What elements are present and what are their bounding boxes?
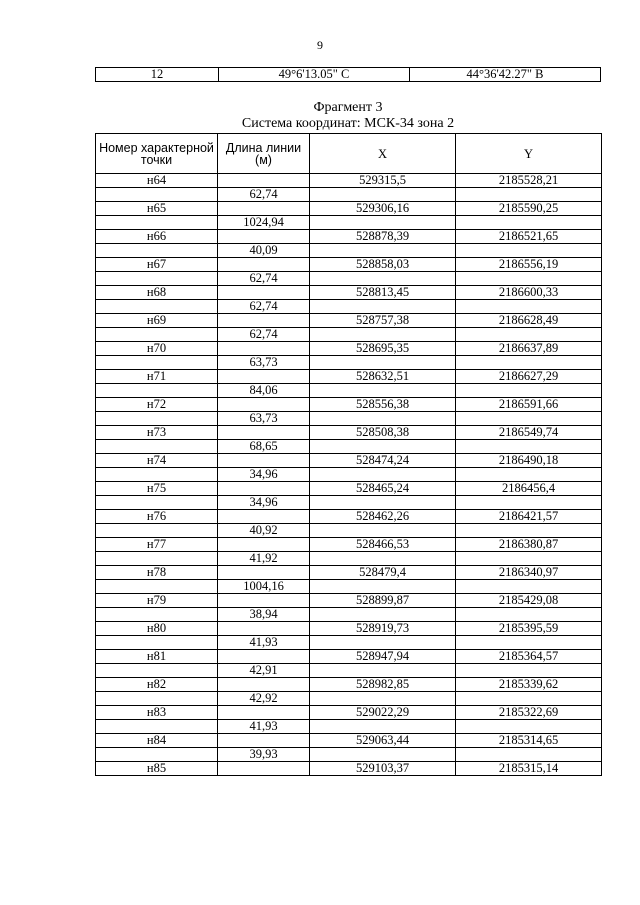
spacer-cell — [456, 188, 602, 202]
spacer-cell — [96, 468, 218, 482]
x-cell: 528919,73 — [310, 622, 456, 636]
spacer-cell — [310, 328, 456, 342]
length-spacer-cell — [218, 258, 310, 272]
spacer-cell — [96, 440, 218, 454]
length-spacer-cell — [218, 762, 310, 776]
spacer-cell — [96, 720, 218, 734]
length-spacer-cell — [218, 622, 310, 636]
spacer-cell — [96, 300, 218, 314]
spacer-cell — [310, 216, 456, 230]
spacer-cell — [96, 216, 218, 230]
point-cell: н74 — [96, 454, 218, 468]
spacer-cell — [310, 412, 456, 426]
spacer-cell — [456, 720, 602, 734]
length-spacer-cell — [218, 454, 310, 468]
length-spacer-cell — [218, 426, 310, 440]
length-spacer-cell — [218, 650, 310, 664]
distance-row — [96, 328, 602, 342]
spacer-cell — [456, 300, 602, 314]
x-cell: 528466,53 — [310, 538, 456, 552]
spacer-cell — [456, 664, 602, 678]
spacer-cell — [310, 272, 456, 286]
spacer-cell — [456, 692, 602, 706]
x-cell: 528695,35 — [310, 342, 456, 356]
x-cell: 528878,39 — [310, 230, 456, 244]
distance-row — [96, 552, 602, 566]
length-cell: 39,93 — [218, 748, 310, 762]
x-cell: 528462,26 — [310, 510, 456, 524]
spacer-cell — [96, 328, 218, 342]
point-cell: н78 — [96, 566, 218, 580]
x-cell: 528947,94 — [310, 650, 456, 664]
table-row — [96, 650, 602, 664]
length-spacer-cell — [218, 482, 310, 496]
spacer-cell — [310, 384, 456, 398]
spacer-cell — [96, 244, 218, 258]
length-cell: 40,09 — [218, 244, 310, 258]
spacer-cell — [310, 188, 456, 202]
table-header — [96, 134, 602, 174]
coordinates-table — [95, 133, 602, 776]
spacer-cell — [310, 496, 456, 510]
header-length: Длина линии (м) — [218, 134, 310, 174]
spacer-cell — [456, 552, 602, 566]
spacer-cell — [96, 692, 218, 706]
spacer-cell — [96, 664, 218, 678]
length-spacer-cell — [218, 202, 310, 216]
spacer-cell — [96, 552, 218, 566]
distance-row — [96, 300, 602, 314]
length-spacer-cell — [218, 230, 310, 244]
length-spacer-cell — [218, 314, 310, 328]
table-row — [96, 68, 601, 82]
spacer-cell — [310, 720, 456, 734]
length-cell: 34,96 — [218, 468, 310, 482]
header-y: Y — [456, 134, 602, 174]
length-spacer-cell — [218, 538, 310, 552]
length-cell: 38,94 — [218, 608, 310, 622]
table-row — [96, 454, 602, 468]
length-cell: 1004,16 — [218, 580, 310, 594]
table-row — [96, 678, 602, 692]
spacer-cell — [96, 272, 218, 286]
spacer-cell — [456, 524, 602, 538]
length-cell: 40,92 — [218, 524, 310, 538]
distance-row — [96, 608, 602, 622]
latitude-cell: 49°6'13.05" С — [219, 68, 410, 82]
spacer-cell — [96, 748, 218, 762]
distance-row — [96, 244, 602, 258]
y-cell: 2186490,18 — [456, 454, 602, 468]
length-spacer-cell — [218, 174, 310, 188]
x-cell: 529103,37 — [310, 762, 456, 776]
header-x: X — [310, 134, 456, 174]
spacer-cell — [456, 412, 602, 426]
length-cell: 62,74 — [218, 328, 310, 342]
spacer-cell — [456, 748, 602, 762]
spacer-cell — [310, 608, 456, 622]
table-row — [96, 342, 602, 356]
spacer-cell — [456, 440, 602, 454]
table-row — [96, 258, 602, 272]
spacer-cell — [96, 384, 218, 398]
x-cell: 528858,03 — [310, 258, 456, 272]
y-cell: 2186421,57 — [456, 510, 602, 524]
length-cell: 42,92 — [218, 692, 310, 706]
distance-row — [96, 188, 602, 202]
spacer-cell — [96, 636, 218, 650]
spacer-cell — [96, 412, 218, 426]
point-cell: н84 — [96, 734, 218, 748]
distance-row — [96, 524, 602, 538]
spacer-cell — [96, 580, 218, 594]
table-row — [96, 286, 602, 300]
y-cell: 2185364,57 — [456, 650, 602, 664]
x-cell: 528474,24 — [310, 454, 456, 468]
length-cell: 63,73 — [218, 356, 310, 370]
length-cell: 62,74 — [218, 188, 310, 202]
spacer-cell — [310, 300, 456, 314]
distance-row — [96, 748, 602, 762]
y-cell: 2185528,21 — [456, 174, 602, 188]
length-cell: 62,74 — [218, 300, 310, 314]
x-cell: 529315,5 — [310, 174, 456, 188]
y-cell: 2186556,19 — [456, 258, 602, 272]
length-spacer-cell — [218, 706, 310, 720]
length-spacer-cell — [218, 510, 310, 524]
y-cell: 2185429,08 — [456, 594, 602, 608]
table-row — [96, 566, 602, 580]
spacer-cell — [310, 580, 456, 594]
point-cell: н65 — [96, 202, 218, 216]
point-cell: н73 — [96, 426, 218, 440]
y-cell: 2186456,4 — [456, 482, 602, 496]
distance-row — [96, 272, 602, 286]
y-cell: 2186628,49 — [456, 314, 602, 328]
spacer-cell — [96, 496, 218, 510]
spacer-cell — [310, 524, 456, 538]
x-cell: 528632,51 — [310, 370, 456, 384]
point-cell: н64 — [96, 174, 218, 188]
spacer-cell — [96, 608, 218, 622]
spacer-cell — [310, 692, 456, 706]
length-cell: 68,65 — [218, 440, 310, 454]
spacer-cell — [456, 608, 602, 622]
y-cell: 2186340,97 — [456, 566, 602, 580]
y-cell: 2186549,74 — [456, 426, 602, 440]
y-cell: 2186591,66 — [456, 398, 602, 412]
point-cell: н75 — [96, 482, 218, 496]
point-cell: н68 — [96, 286, 218, 300]
table-row — [96, 174, 602, 188]
length-cell: 84,06 — [218, 384, 310, 398]
table-row — [96, 510, 602, 524]
distance-row — [96, 636, 602, 650]
length-spacer-cell — [218, 566, 310, 580]
spacer-cell — [310, 552, 456, 566]
distance-row — [96, 664, 602, 678]
y-cell: 2186380,87 — [456, 538, 602, 552]
spacer-cell — [310, 440, 456, 454]
point-cell: н70 — [96, 342, 218, 356]
point-cell: 12 — [96, 68, 219, 82]
x-cell: 528508,38 — [310, 426, 456, 440]
distance-row — [96, 216, 602, 230]
spacer-cell — [456, 468, 602, 482]
table-row — [96, 538, 602, 552]
spacer-cell — [456, 272, 602, 286]
x-cell: 529022,29 — [310, 706, 456, 720]
table-row — [96, 314, 602, 328]
spacer-cell — [310, 356, 456, 370]
y-cell: 2185315,14 — [456, 762, 602, 776]
length-spacer-cell — [218, 398, 310, 412]
y-cell: 2186627,29 — [456, 370, 602, 384]
length-cell: 41,93 — [218, 720, 310, 734]
length-cell: 62,74 — [218, 272, 310, 286]
spacer-cell — [456, 244, 602, 258]
length-cell: 42,91 — [218, 664, 310, 678]
table-row — [96, 622, 602, 636]
length-spacer-cell — [218, 734, 310, 748]
y-cell: 2185339,62 — [456, 678, 602, 692]
spacer-cell — [456, 216, 602, 230]
y-cell: 2185395,59 — [456, 622, 602, 636]
point-cell: н85 — [96, 762, 218, 776]
table-row — [96, 482, 602, 496]
x-cell: 528813,45 — [310, 286, 456, 300]
longitude-cell: 44°36'42.27" В — [410, 68, 601, 82]
x-cell: 529063,44 — [310, 734, 456, 748]
spacer-cell — [310, 664, 456, 678]
x-cell: 528556,38 — [310, 398, 456, 412]
distance-row — [96, 720, 602, 734]
length-spacer-cell — [218, 594, 310, 608]
x-cell: 528899,87 — [310, 594, 456, 608]
point-cell: н81 — [96, 650, 218, 664]
point-cell: н67 — [96, 258, 218, 272]
point-cell: н79 — [96, 594, 218, 608]
table-row — [96, 202, 602, 216]
distance-row — [96, 580, 602, 594]
point-cell: н76 — [96, 510, 218, 524]
distance-row — [96, 440, 602, 454]
point-cell: н77 — [96, 538, 218, 552]
spacer-cell — [456, 384, 602, 398]
point-cell: н82 — [96, 678, 218, 692]
x-cell: 528982,85 — [310, 678, 456, 692]
length-cell: 1024,94 — [218, 216, 310, 230]
table-row — [96, 426, 602, 440]
x-cell: 528479,4 — [310, 566, 456, 580]
y-cell: 2185314,65 — [456, 734, 602, 748]
spacer-cell — [310, 244, 456, 258]
y-cell: 2186637,89 — [456, 342, 602, 356]
table-row — [96, 762, 602, 776]
x-cell: 528757,38 — [310, 314, 456, 328]
spacer-cell — [96, 524, 218, 538]
spacer-cell — [96, 356, 218, 370]
spacer-cell — [456, 580, 602, 594]
distance-row — [96, 496, 602, 510]
y-cell: 2186600,33 — [456, 286, 602, 300]
x-cell: 529306,16 — [310, 202, 456, 216]
distance-row — [96, 356, 602, 370]
page-number: 9 — [317, 38, 323, 52]
distance-row — [96, 468, 602, 482]
length-spacer-cell — [218, 370, 310, 384]
spacer-cell — [310, 636, 456, 650]
previous-fragment-table — [95, 67, 601, 82]
spacer-cell — [456, 496, 602, 510]
point-cell: н71 — [96, 370, 218, 384]
length-cell: 41,92 — [218, 552, 310, 566]
x-cell: 528465,24 — [310, 482, 456, 496]
y-cell: 2185322,69 — [456, 706, 602, 720]
table-row — [96, 230, 602, 244]
spacer-cell — [456, 636, 602, 650]
point-cell: н83 — [96, 706, 218, 720]
coordinate-system-label: Система координат: МСК-34 зона 2 — [241, 116, 455, 131]
table-row — [96, 594, 602, 608]
length-cell: 63,73 — [218, 412, 310, 426]
table-row — [96, 370, 602, 384]
length-spacer-cell — [218, 678, 310, 692]
table-row — [96, 734, 602, 748]
length-spacer-cell — [218, 286, 310, 300]
length-cell: 34,96 — [218, 496, 310, 510]
distance-row — [96, 412, 602, 426]
header-point: Номер характерной точки — [96, 134, 218, 174]
distance-row — [96, 384, 602, 398]
spacer-cell — [456, 328, 602, 342]
fragment-title: Фрагмент 3 — [313, 100, 383, 115]
point-cell: н80 — [96, 622, 218, 636]
point-cell: н69 — [96, 314, 218, 328]
table-row — [96, 398, 602, 412]
spacer-cell — [310, 748, 456, 762]
point-cell: н66 — [96, 230, 218, 244]
spacer-cell — [96, 188, 218, 202]
spacer-cell — [310, 468, 456, 482]
length-cell: 41,93 — [218, 636, 310, 650]
y-cell: 2186521,65 — [456, 230, 602, 244]
point-cell: н72 — [96, 398, 218, 412]
y-cell: 2185590,25 — [456, 202, 602, 216]
spacer-cell — [456, 356, 602, 370]
distance-row — [96, 692, 602, 706]
length-spacer-cell — [218, 342, 310, 356]
table-row — [96, 706, 602, 720]
